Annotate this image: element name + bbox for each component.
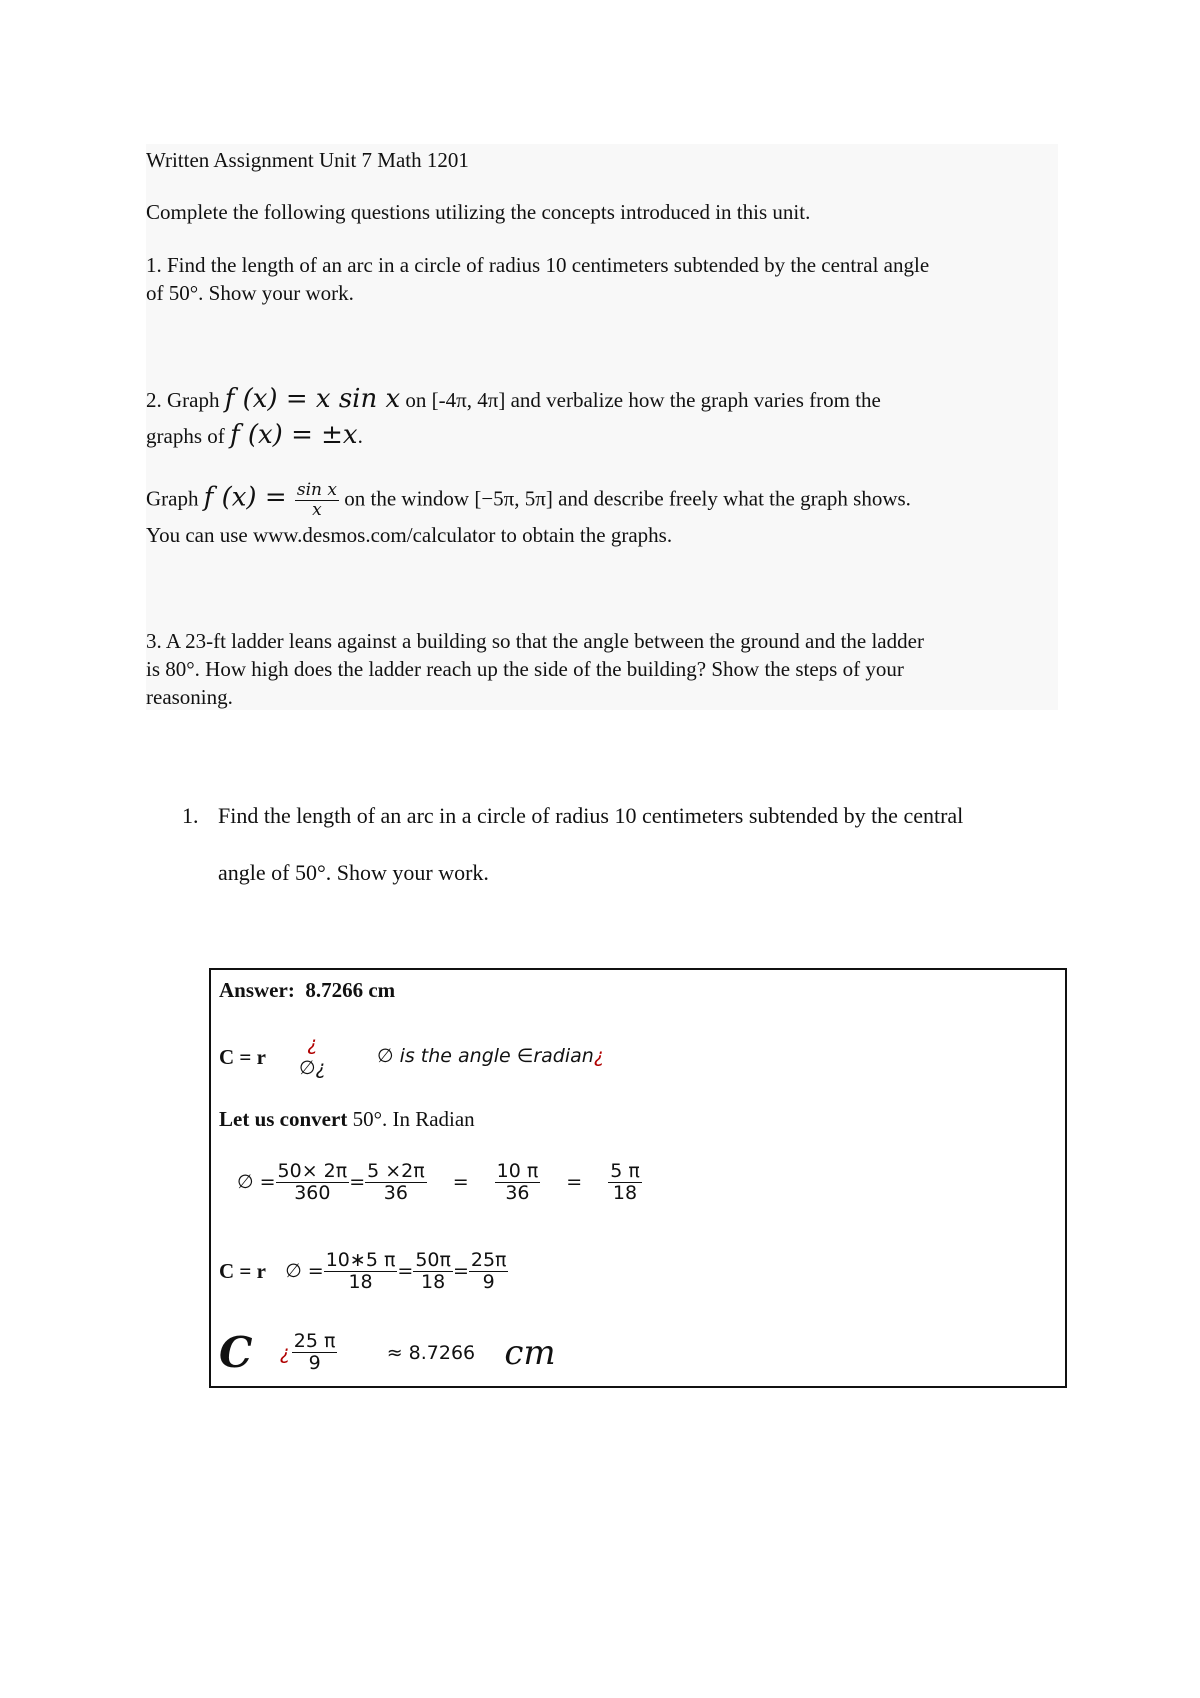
q2-function: f (x) = x sin x (224, 384, 401, 414)
conv-f3-num: 10 π (496, 1160, 539, 1182)
assignment-intro: Complete the following questions utilizing the concepts introduced in this unit. (146, 200, 811, 224)
conv-phi: ∅ = (237, 1171, 276, 1193)
convert-line (219, 1107, 475, 1132)
calc-fraction-1 (324, 1251, 398, 1292)
final-mark: ¿ (279, 1341, 290, 1364)
calc-eq-2: = (452, 1260, 469, 1282)
conv-eq-3: = (566, 1171, 583, 1193)
q2-line2-prefix: graphs of (146, 424, 230, 448)
final-unit: cm (504, 1332, 556, 1373)
q2b-denominator: x (312, 500, 322, 520)
question-1-line-1: 1. Find the length of an arc in a circle of radius 10 centimeters subtended by the central angle (146, 253, 930, 277)
calc-expression (285, 1249, 508, 1293)
question-3-line-3: reasoning. (146, 685, 233, 709)
conv-eq-1: = (349, 1171, 366, 1193)
calc-eq-1: = (397, 1260, 414, 1282)
question-2-line-2 (146, 422, 363, 449)
question-2-line-1 (146, 386, 881, 413)
convert-rest: 50°. In Radian (347, 1107, 475, 1131)
conv-f1-den: 360 (294, 1182, 331, 1204)
calc-fraction-3 (469, 1251, 509, 1292)
q2b-fraction (295, 482, 339, 519)
question-2b-line-2: You can use www.desmos.com/calculator to obtain the graphs. (146, 523, 673, 547)
conversion-equation (237, 1162, 642, 1203)
answer-label: Answer: (219, 978, 295, 1002)
formula-lhs: C = r (219, 1045, 266, 1069)
final-den: 9 (308, 1352, 321, 1374)
final-num: 25 π (293, 1330, 336, 1352)
final-approx: ≈ 8.7266 (386, 1341, 476, 1364)
formula-stack (299, 1032, 326, 1080)
answer-list-line-1: Find the length of an arc in a circle of radius 10 centimeters subtended by the central (218, 803, 964, 828)
answer-list-line-2: angle of 50°. Show your work. (218, 860, 489, 885)
question-1-line-2: of 50°. Show your work. (146, 281, 354, 305)
conv-f3-den: 36 (505, 1182, 530, 1204)
conv-fraction-2 (365, 1162, 427, 1203)
q2b-rest: on the window [−5π, 5π] and describe freely what the graph shows. (339, 486, 911, 511)
conv-eq-2: = (452, 1171, 469, 1193)
calculation-equation (219, 1251, 508, 1292)
answer-value: 8.7266 cm (305, 978, 396, 1002)
question-3-line-1: 3. A 23-ft ladder leans against a building so that the angle between the ground and the ladder (146, 629, 924, 653)
calc-f1-num: 10∗5 π (325, 1249, 396, 1271)
formula-numerator-mark: ¿ (307, 1033, 318, 1055)
convert-bold: Let us convert (219, 1107, 348, 1131)
final-c: C (219, 1328, 253, 1377)
conv-f2-den: 36 (383, 1182, 408, 1204)
formula-note-text: ∅ is the angle ∈radian (377, 1045, 594, 1067)
conv-f4-den: 18 (612, 1182, 638, 1204)
formula-note-mark: ¿ (593, 1045, 604, 1067)
conv-fraction-3 (495, 1162, 541, 1203)
conv-fraction-1 (276, 1162, 350, 1203)
answer-box (209, 968, 1067, 1388)
q2b-numerator: sin x (296, 480, 337, 500)
conv-f4-num: 5 π (610, 1160, 640, 1182)
final-result (219, 1328, 556, 1377)
calc-fraction-2 (413, 1251, 453, 1292)
calc-f1-den: 18 (348, 1271, 373, 1293)
formula-note (377, 1045, 604, 1067)
formula-denominator: ∅¿ (299, 1057, 326, 1079)
q2-function-2: f (x) = ±x (229, 420, 358, 450)
calc-f3-den: 9 (482, 1271, 495, 1293)
conv-f2-num: 5 ×2π (367, 1160, 425, 1182)
calc-phi: ∅ = (285, 1260, 324, 1282)
q2-mid: on [-4π, 4π] and verbalize how the graph varies from the (400, 388, 881, 412)
q2b-function-left: f (x) = (203, 482, 295, 513)
question-3-line-2: is 80°. How high does the ladder reach up the side of the building? Show the steps of your (146, 657, 904, 681)
q2-period: . (357, 424, 363, 448)
q2b-prefix: Graph (146, 486, 204, 511)
assignment-title: Written Assignment Unit 7 Math 1201 (146, 148, 469, 172)
answer-list-number: 1. (182, 803, 199, 828)
q2-prefix: 2. Graph (146, 388, 225, 412)
conv-f1-num: 50× 2π (277, 1160, 348, 1182)
answer-line (219, 978, 395, 1003)
calc-f3-num: 25π (470, 1249, 507, 1271)
calc-lhs: C = r (219, 1259, 266, 1283)
final-fraction (292, 1332, 338, 1373)
conv-fraction-4 (608, 1162, 642, 1203)
calc-f2-den: 18 (421, 1271, 446, 1293)
question-2b-line-1 (146, 482, 911, 519)
calc-f2-num: 50π (415, 1249, 451, 1271)
